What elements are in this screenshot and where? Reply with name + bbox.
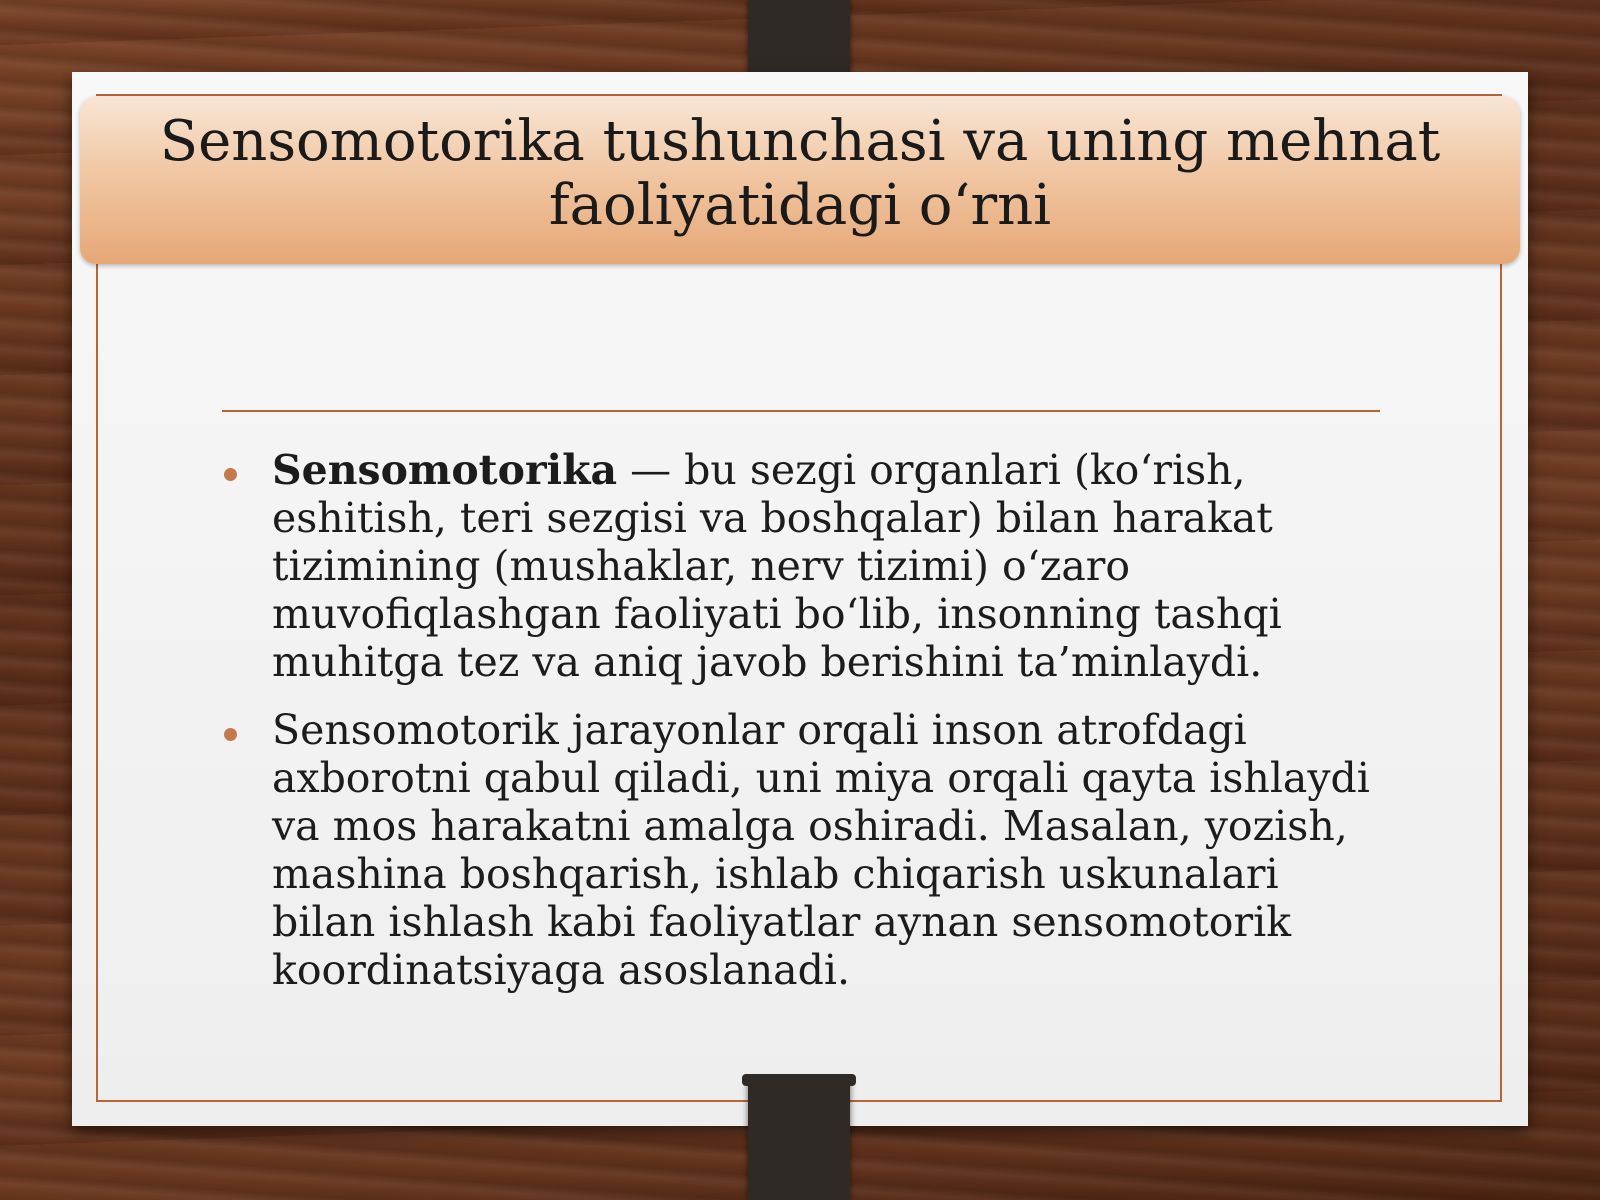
- bullet-list: [222, 446, 1372, 1014]
- bullet-text: — bu sezgi organlari (ko‘rish, eshitish, teri sezgisi va boshqalar) bilan harakat tizimining (mushaklar, nerv tizimi) o‘zaro muvofiqlashgan faoliyati bo‘lib, insonning tashqi muhitga tez va aniq javob berishini ta’minlaydi.: [272, 446, 1282, 686]
- bullet-text: Sensomotorik jarayonlar orqali inson atrofdagi axborotni qabul qiladi, uni miya orqali qayta ishlaydi va mos harakatni amalga oshiradi. Masalan, yozish, mashina boshqarish, ishlab chiqarish uskunalari bilan ishlash kabi faoliyatlar aynan sensomotorik koordinatsiyaga asoslanadi.: [272, 706, 1370, 994]
- bullet-dot-icon: [224, 728, 237, 741]
- bullet-dot-icon: [224, 468, 237, 481]
- slide-title: Sensomotorika tushunchasi va uning mehnat faoliyatidagi o‘rni: [159, 109, 1441, 238]
- bottom-strap: [748, 1080, 850, 1200]
- bullet-term: Sensomotorika: [272, 446, 618, 494]
- bullet-item: [222, 446, 1372, 686]
- title-divider: [222, 410, 1380, 412]
- bullet-item: [222, 706, 1372, 994]
- bottom-strap-cap: [742, 1074, 856, 1086]
